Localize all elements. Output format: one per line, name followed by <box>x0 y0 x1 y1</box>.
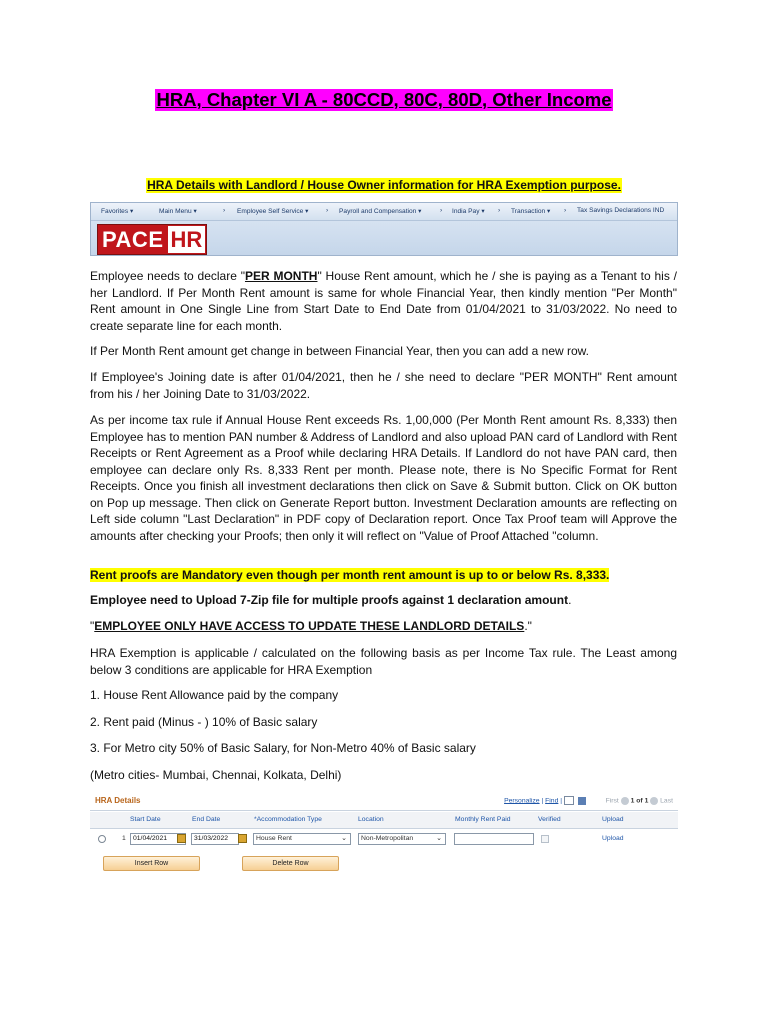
nav-separator: › <box>223 207 226 214</box>
para7-emph: EMPLOYEE ONLY HAVE ACCESS TO UPDATE THESE LANDLORD DETAILS <box>94 619 525 633</box>
accommodation-select[interactable] <box>253 833 351 845</box>
logo-pace: PACE <box>98 225 167 254</box>
first-link[interactable]: First <box>605 797 619 805</box>
grid-header <box>90 792 678 811</box>
prev-icon[interactable] <box>621 797 629 805</box>
para7-close: ." <box>524 619 532 633</box>
nav-employee-self-service[interactable]: Employee Self Service ▾ <box>237 208 309 215</box>
col-accommodation-type[interactable]: *Accommodation Type <box>254 816 322 823</box>
row-select-radio[interactable] <box>98 835 106 843</box>
nav-separator: › <box>498 207 501 214</box>
section-subtitle: HRA Details with Landlord / House Owner information for HRA Exemption purpose. <box>147 178 621 192</box>
nav-separator: › <box>326 207 329 214</box>
delete-row-button[interactable]: Delete Row <box>242 856 339 871</box>
chevron-down-icon: ⌄ <box>436 835 442 842</box>
grid-column-headers <box>90 812 678 829</box>
grid-title: HRA Details <box>95 796 141 805</box>
col-start-date[interactable]: Start Date <box>130 816 161 823</box>
para6-tail: . <box>568 593 572 607</box>
nav-breadcrumb <box>91 203 677 221</box>
download-icon[interactable] <box>578 797 586 805</box>
table-row <box>90 830 678 850</box>
tool-separator: | <box>560 797 563 805</box>
insert-row-button[interactable]: Insert Row <box>103 856 200 871</box>
para6-bold: Employee need to Upload 7-Zip file for multiple proofs against 1 declaration amount <box>90 593 569 607</box>
upload-link[interactable]: Upload <box>602 835 624 842</box>
list-item: 3. For Metro city 50% of Basic Salary, for Non-Metro 40% of Basic salary <box>90 741 476 755</box>
paragraph-mandatory <box>90 567 677 584</box>
col-monthly-rent[interactable]: Monthly Rent Paid <box>455 816 511 823</box>
nav-tax-savings[interactable]: Tax Savings Declarations IND <box>577 207 665 214</box>
col-verified[interactable]: Verified <box>538 816 561 823</box>
nav-separator: › <box>564 207 567 214</box>
page-title: HRA, Chapter VI A - 80CCD, 80C, 80D, Other Income <box>156 89 612 110</box>
paragraph-joining-date: If Employee's Joining date is after 01/04/2021, then he / she need to declare "PER MONTH" Rent amount from his / her Joining Date to 31/03/2022. <box>90 370 677 401</box>
chevron-down-icon: ⌄ <box>341 835 347 842</box>
logo-hr: HR <box>167 225 207 254</box>
list-item: 2. Rent paid (Minus - ) 10% of Basic salary <box>90 715 318 729</box>
view-all-icon[interactable] <box>564 796 574 805</box>
calendar-icon[interactable] <box>177 834 186 843</box>
nav-india-pay[interactable]: India Pay ▾ <box>452 208 485 215</box>
nav-favorites[interactable]: Favorites ▾ <box>101 208 134 215</box>
row-count: 1 of 1 <box>630 797 649 805</box>
metro-cities: (Metro cities- Mumbai, Chennai, Kolkata, Delhi) <box>90 768 342 782</box>
start-date-input[interactable]: 01/04/2021 <box>130 833 186 845</box>
location-select[interactable] <box>358 833 446 845</box>
para1-emph: PER MONTH <box>244 269 318 283</box>
col-end-date[interactable]: End Date <box>192 816 221 823</box>
paragraph-7zip <box>90 592 677 609</box>
col-upload[interactable]: Upload <box>602 816 624 823</box>
row-number: 1 <box>122 835 126 842</box>
paragraph-access <box>90 618 677 635</box>
paragraph-per-month <box>90 268 677 334</box>
nav-transaction[interactable]: Transaction ▾ <box>511 208 551 215</box>
subtitle-wrap <box>0 176 768 194</box>
paragraph-rent-change: If Per Month Rent amount get change in between Financial Year, then you can add a new row. <box>90 344 589 358</box>
nav-main-menu[interactable]: Main Menu ▾ <box>159 208 197 215</box>
find-link[interactable]: Find <box>545 797 559 805</box>
list-item: 1. House Rent Allowance paid by the company <box>90 688 339 702</box>
nav-separator: › <box>440 207 443 214</box>
mandatory-highlight: Rent proofs are Mandatory even though per month rent amount is up to or below Rs. 8,333. <box>90 568 610 582</box>
pacehr-logo <box>97 224 207 255</box>
paragraph-tax-rule: As per income tax rule if Annual House Rent exceeds Rs. 1,00,000 (Per Month Rent amount Rs. 8,333) then Employee has to mention PAN number & Address of Landlord and also upload PAN card of Landlord with Rent Receipts or Rent Agreement as a Proof while declaring HRA Details. If Landlord do not have PAN card, then employee can declare only Rs. 8,333 Rent per month. Please note, there is No Specific Format for Rent Receipts. Once you finish all investment declarations then click on Save & Submit button. Click on OK button on Pop up message. Then click on Generate Report button. Investment Declaration amounts are reflecting on Left side column "Last Declaration" in PDF copy of Declaration report. Once Tax Proof team will Approve the amounts after checking your Proofs; then only it will reflect on "Value of Proof Attached "column. <box>90 413 677 543</box>
paragraph-hra-exemption: HRA Exemption is applicable / calculated on the following basis as per Income Tax rule. The Least among below 3 conditions are applicable for HRA Exemption <box>90 646 677 677</box>
para7-open: " <box>90 619 95 633</box>
para1-after: " House Rent amount, which he / she is paying as a Tenant to his / her Landlord. If Per Month Rent amount is same for whole Financial Year, then kindly mention "Per Month" Rent amount in One Single Line from Start Date to End Date from 01/04/2021 to 31/03/2022. No need to create separate line for each month. <box>90 269 678 333</box>
last-link[interactable]: Last <box>660 797 673 805</box>
col-location[interactable]: Location <box>358 816 384 823</box>
title-wrap <box>0 89 768 111</box>
tool-separator: | <box>541 797 544 805</box>
verified-checkbox <box>541 835 549 843</box>
location-value: Non-Metropolitan <box>361 835 414 842</box>
nav-payroll[interactable]: Payroll and Compensation ▾ <box>339 208 422 215</box>
hra-details-grid <box>90 792 678 856</box>
calendar-icon[interactable] <box>238 834 247 843</box>
personalize-link[interactable]: Personalize <box>504 797 540 805</box>
monthly-rent-input[interactable] <box>454 833 534 845</box>
next-icon[interactable] <box>650 797 658 805</box>
end-date-input[interactable]: 31/03/2022 <box>191 833 239 845</box>
para1-before: Employee needs to declare " <box>90 269 245 283</box>
peoplesoft-banner <box>90 202 678 256</box>
accommodation-value: House Rent <box>256 835 292 842</box>
grid-toolbar <box>504 796 673 805</box>
